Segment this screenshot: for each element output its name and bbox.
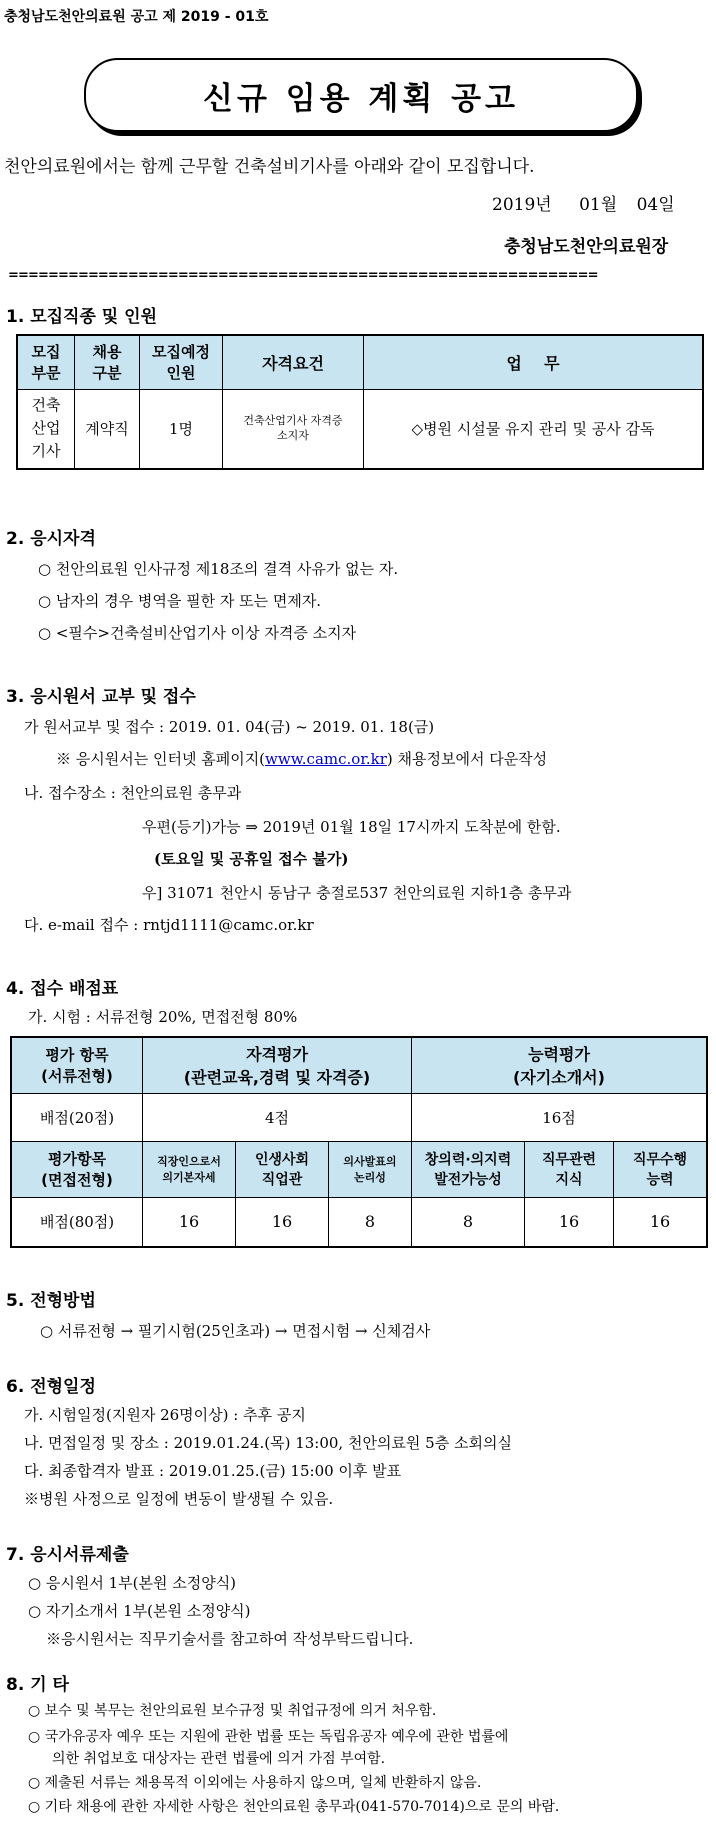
td-type: 계약직 — [75, 389, 140, 469]
s6-item-2: 나. 면접일정 및 장소 : 2019.01.24.(목) 13:00, 천안의료원 5층 소회의실 — [24, 1434, 512, 1452]
td-qualification: 건축산업기사 자격증 소지자 — [223, 389, 364, 469]
signer: 충청남도천안의료원장 — [504, 237, 669, 257]
s7-item-2: ○ 자기소개서 1부(본원 소정양식) — [28, 1602, 251, 1620]
section3-heading: 3. 응시원서 교부 및 접수 — [6, 687, 196, 707]
th-dept: 모집 부문 — [17, 335, 75, 389]
s3-line2-pre: ※ 응시원서는 인터넷 홈페이지( — [56, 750, 266, 768]
score-doc-ability: 16점 — [412, 1093, 708, 1141]
score-table — [10, 1036, 708, 1248]
s3-line3: 나. 접수장소 : 천안의료원 총무과 — [24, 784, 242, 802]
score-h-ability: 능력평가 (자기소개서) — [412, 1037, 708, 1093]
s3-line5: (토요일 및 공휴일 접수 불가) — [154, 850, 349, 868]
intro-text: 천안의료원에서는 함께 근무할 건축설비기사를 아래와 같이 모집합니다. — [4, 157, 535, 177]
score-h-knowledge: 직무관련 지식 — [525, 1141, 614, 1197]
s2-item-2: ○ 남자의 경우 병역을 필한 자 또는 면제자. — [38, 592, 322, 610]
section7-heading: 7. 응시서류제출 — [6, 1545, 129, 1565]
s3-line7: 다. e-mail 접수 : rntjd1111@camc.or.kr — [24, 916, 314, 934]
s3-line2 — [56, 748, 547, 769]
score-int-3: 8 — [329, 1197, 412, 1247]
s3-line4: 우편(등기)가능 ⇒ 2019년 01월 18일 17시까지 도착분에 한함. — [142, 818, 561, 836]
score-h-career: 인생사회 직업관 — [236, 1141, 329, 1197]
th-duty: 업 무 — [364, 335, 704, 389]
date-month: 01월 — [579, 195, 618, 215]
td-dept: 건축 산업 기사 — [17, 389, 75, 469]
page-title: 신규 임용 계획 공고 — [203, 80, 519, 117]
score-int-4: 8 — [412, 1197, 525, 1247]
s5-line: ○ 서류전형 → 필기시험(25인초과) → 면접시험 → 신체검사 — [40, 1322, 431, 1340]
s6-item-3: 다. 최종합격자 발표 : 2019.01.25.(금) 15:00 이후 발표 — [24, 1462, 402, 1480]
s2-item-3: ○ <필수>건축설비산업기사 이상 자격증 소지자 — [38, 624, 357, 642]
s6-item-4: ※병원 사정으로 일정에 변동이 발생될 수 있음. — [24, 1490, 334, 1508]
score-doc-qual: 4점 — [143, 1093, 412, 1141]
score-int-label: 배점(80점) — [11, 1197, 143, 1247]
s6-item-1: 가. 시험일정(지원자 26명이상) : 추후 공지 — [24, 1406, 306, 1424]
s8-item-1: ○ 보수 및 복무는 천안의료원 보수규정 및 취업규정에 의거 처우함. — [28, 1703, 437, 1719]
s8-item-3: 의한 취업보호 대상자는 관련 법률에 의거 가점 부여함. — [52, 1751, 386, 1767]
s8-item-2: ○ 국가유공자 예우 또는 지원에 관한 법률 또는 독립유공자 예우에 관한 법률에 — [28, 1729, 509, 1745]
section6-heading: 6. 전형일정 — [6, 1377, 96, 1397]
divider: =========================================================== — [8, 268, 598, 283]
recruit-table — [16, 334, 704, 470]
date-year: 2019년 — [492, 195, 552, 215]
th-type: 채용 구분 — [75, 335, 140, 389]
score-h-creativity: 창의력·의지력 발전가능성 — [412, 1141, 525, 1197]
date-day: 04일 — [636, 195, 675, 215]
score-int-5: 16 — [525, 1197, 614, 1247]
s3-line2-post: ) 채용정보에서 다운작성 — [386, 750, 548, 768]
notice-number: 충청남도천안의료원 공고 제 2019 - 01호 — [4, 9, 269, 25]
homepage-link[interactable]: www.camc.or.kr — [265, 750, 387, 768]
s8-item-5: ○ 기타 채용에 관한 자세한 사항은 천안의료원 총무과(041-570-7014)으로 문의 바람. — [28, 1799, 560, 1815]
section8-heading: 8. 기 타 — [6, 1675, 69, 1695]
section1-heading: 1. 모집직종 및 인원 — [6, 307, 157, 327]
s3-line6: 우] 31071 천안시 동남구 충절로537 천안의료원 지하1층 총무과 — [142, 884, 572, 902]
score-int-6: 16 — [614, 1197, 708, 1247]
score-int-1: 16 — [143, 1197, 236, 1247]
score-h-qual: 자격평가 (관련교육,경력 및 자격증) — [143, 1037, 412, 1093]
date-line — [492, 190, 675, 215]
s2-item-1: ○ 천안의료원 인사규정 제18조의 결격 사유가 없는 자. — [38, 560, 399, 578]
s8-item-4: ○ 제출된 서류는 채용목적 이외에는 사용하지 않으며, 일체 반환하지 않음. — [28, 1775, 482, 1791]
section2-heading: 2. 응시자격 — [6, 529, 96, 549]
score-h-logic: 의사발표의 논리성 — [329, 1141, 412, 1197]
score-h-doc: 평가 항목 (서류전형) — [11, 1037, 143, 1093]
s4-sub: 가. 시험 : 서류전형 20%, 면접전형 80% — [28, 1008, 298, 1026]
score-int-2: 16 — [236, 1197, 329, 1247]
td-duty: ◇병원 시설물 유지 관리 및 공사 감독 — [364, 389, 704, 469]
score-doc-label: 배점(20점) — [11, 1093, 143, 1141]
section4-heading: 4. 접수 배점표 — [6, 979, 119, 999]
s3-line1: 가 원서교부 및 접수 : 2019. 01. 04(금) ~ 2019. 01. 18(금) — [24, 718, 435, 736]
s7-item-3: ※응시원서는 직무기술서를 참고하여 작성부탁드립니다. — [46, 1630, 414, 1648]
score-h-attitude: 직장인으로서 의기본자세 — [143, 1141, 236, 1197]
title-box — [84, 58, 638, 132]
section5-heading: 5. 전형방법 — [6, 1291, 96, 1311]
s7-item-1: ○ 응시원서 1부(본원 소정양식) — [28, 1574, 237, 1592]
score-h-performance: 직무수행 능력 — [614, 1141, 708, 1197]
td-count: 1명 — [140, 389, 223, 469]
th-count: 모집예정 인원 — [140, 335, 223, 389]
th-qualification: 자격요건 — [223, 335, 364, 389]
score-h-interview: 평가항목 (면접전형) — [11, 1141, 143, 1197]
